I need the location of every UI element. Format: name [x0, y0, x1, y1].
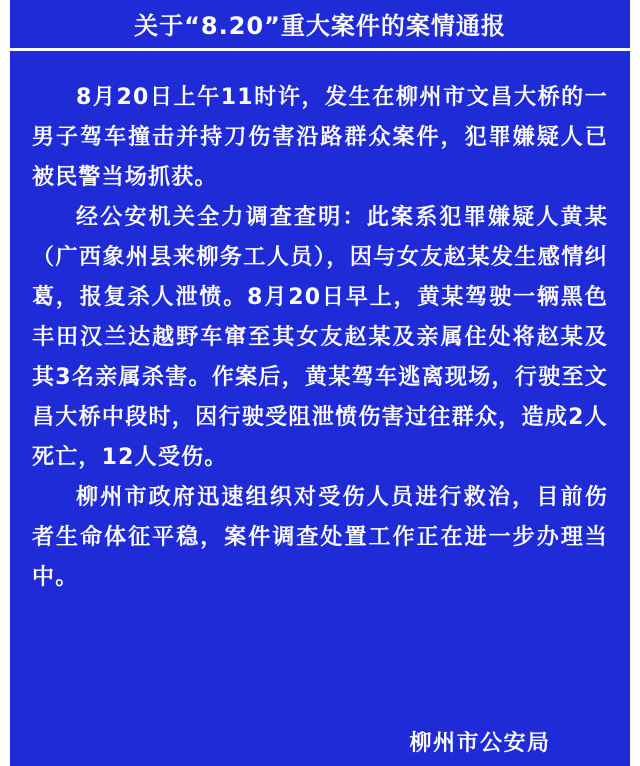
paragraph-response: 柳州市政府迅速组织对受伤人员进行救治，目前伤者生命体征平稳，案件调查处置工作正在进一步办理当中。	[32, 485, 608, 590]
issuer-signature: 柳州市公安局	[409, 731, 551, 756]
notice-body	[32, 78, 608, 598]
notice-title: 关于“8.20”重大案件的案情通报	[134, 12, 506, 40]
paragraph-incident: 8月20日上午11时许，发生在柳州市文昌大桥的一男子驾车撞击并持刀伤害沿路群众案件，犯罪嫌疑人已被民警当场抓获。	[32, 85, 608, 190]
title-divider	[10, 48, 630, 51]
paragraph-investigation: 经公安机关全力调查查明：此案系犯罪嫌疑人黄某（广西象州县来柳务工人员），因与女友赵某发生感情纠葛，报复杀人泄愤。8月20日早上，黄某驾驶一辆黑色丰田汉兰达越野车窜至其女友赵某及亲属住处将赵某及其3名亲属杀害。作案后，黄某驾车逃离现场，行驶至文昌大桥中段时，因行驶受阻泄愤伤害过往群众，造成2人死亡，12人受伤。	[32, 205, 608, 470]
